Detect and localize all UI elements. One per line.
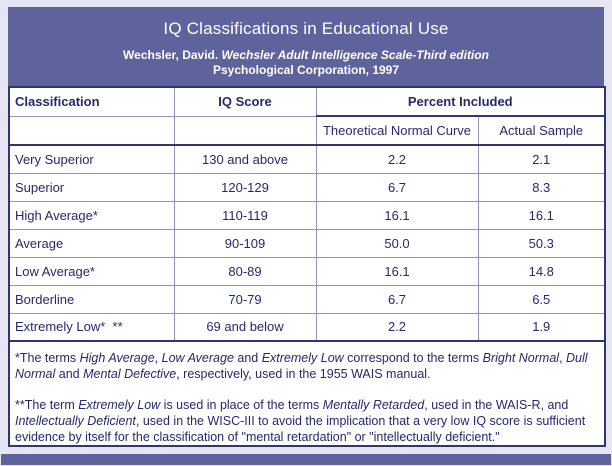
cell-actual: 6.5: [478, 285, 605, 313]
table-row: [9, 229, 605, 257]
cell-classification: Average: [9, 229, 174, 257]
cell-classification: Borderline: [9, 285, 174, 313]
subheader-row: [9, 116, 605, 145]
cell-actual: 50.3: [478, 229, 605, 257]
footnote-area: [9, 341, 605, 446]
footnote-first: *The terms High Average, Low Average and Extremely Low correspond to the terms Bright Normal, Dull Normal and Mental Defective, respectively, used in the 1955 WAIS manual.: [15, 351, 588, 381]
page-title: IQ Classifications in Educational Use: [163, 19, 449, 38]
table-row: [9, 257, 605, 285]
subheader-actual: Actual Sample: [478, 116, 605, 145]
citation: [8, 48, 604, 78]
citation-line-2: Psychological Corporation, 1997: [212, 63, 400, 77]
cell-actual: 8.3: [478, 173, 605, 201]
footnote-second: **The term Extremely Low is used in place of the terms Mentally Retarded, used in the WAIS-R, and Intellectually Deficient, used in the WISC-III to avoid the implication that a very low IQ score is sufficient evidence by itself for the classification of "mental retardation" or "intellectually deficient.": [15, 398, 586, 444]
subheader-empty-cell: [9, 116, 174, 145]
cell-theoretical: 2.2: [316, 145, 478, 173]
table-row: [9, 201, 605, 229]
table-row: [9, 145, 605, 173]
cell-iq-score: 80-89: [174, 257, 316, 285]
header-banner: [8, 7, 604, 86]
cell-iq-score: 70-79: [174, 285, 316, 313]
iq-classification-table: [8, 86, 606, 447]
cell-iq-score: 69 and below: [174, 313, 316, 341]
cell-classification: Extremely Low* **: [9, 313, 174, 341]
footnote-row: [9, 341, 605, 446]
subheader-empty-cell: [174, 116, 316, 145]
cell-theoretical: 16.1: [316, 257, 478, 285]
cell-iq-score: 120-129: [174, 173, 316, 201]
column-header-iq-score: IQ Score: [174, 87, 316, 116]
cell-theoretical: 6.7: [316, 173, 478, 201]
table-row: [9, 173, 605, 201]
cell-actual: 14.8: [478, 257, 605, 285]
header-row: [9, 87, 605, 116]
cell-classification: Superior: [9, 173, 174, 201]
cell-actual: 2.1: [478, 145, 605, 173]
footer-bar: [1, 454, 611, 465]
cell-actual: 1.9: [478, 313, 605, 341]
cell-classification: Low Average*: [9, 257, 174, 285]
cell-classification: High Average*: [9, 201, 174, 229]
table-row: [9, 313, 605, 341]
cell-iq-score: 90-109: [174, 229, 316, 257]
citation-work-title: Wechsler Adult Intelligence Scale-Third edition: [221, 48, 489, 62]
subheader-theoretical: Theoretical Normal Curve: [316, 116, 478, 145]
cell-iq-score: 130 and above: [174, 145, 316, 173]
cell-actual: 16.1: [478, 201, 605, 229]
column-header-percent-included: Percent Included: [316, 87, 605, 116]
citation-author: Wechsler, David.: [123, 48, 222, 62]
column-header-classification: Classification: [9, 87, 174, 116]
citation-line-1: [8, 48, 604, 63]
cell-iq-score: 110-119: [174, 201, 316, 229]
cell-classification: Very Superior: [9, 145, 174, 173]
cell-theoretical: 16.1: [316, 201, 478, 229]
cell-theoretical: 50.0: [316, 229, 478, 257]
cell-theoretical: 6.7: [316, 285, 478, 313]
table-row: [9, 285, 605, 313]
cell-theoretical: 2.2: [316, 313, 478, 341]
